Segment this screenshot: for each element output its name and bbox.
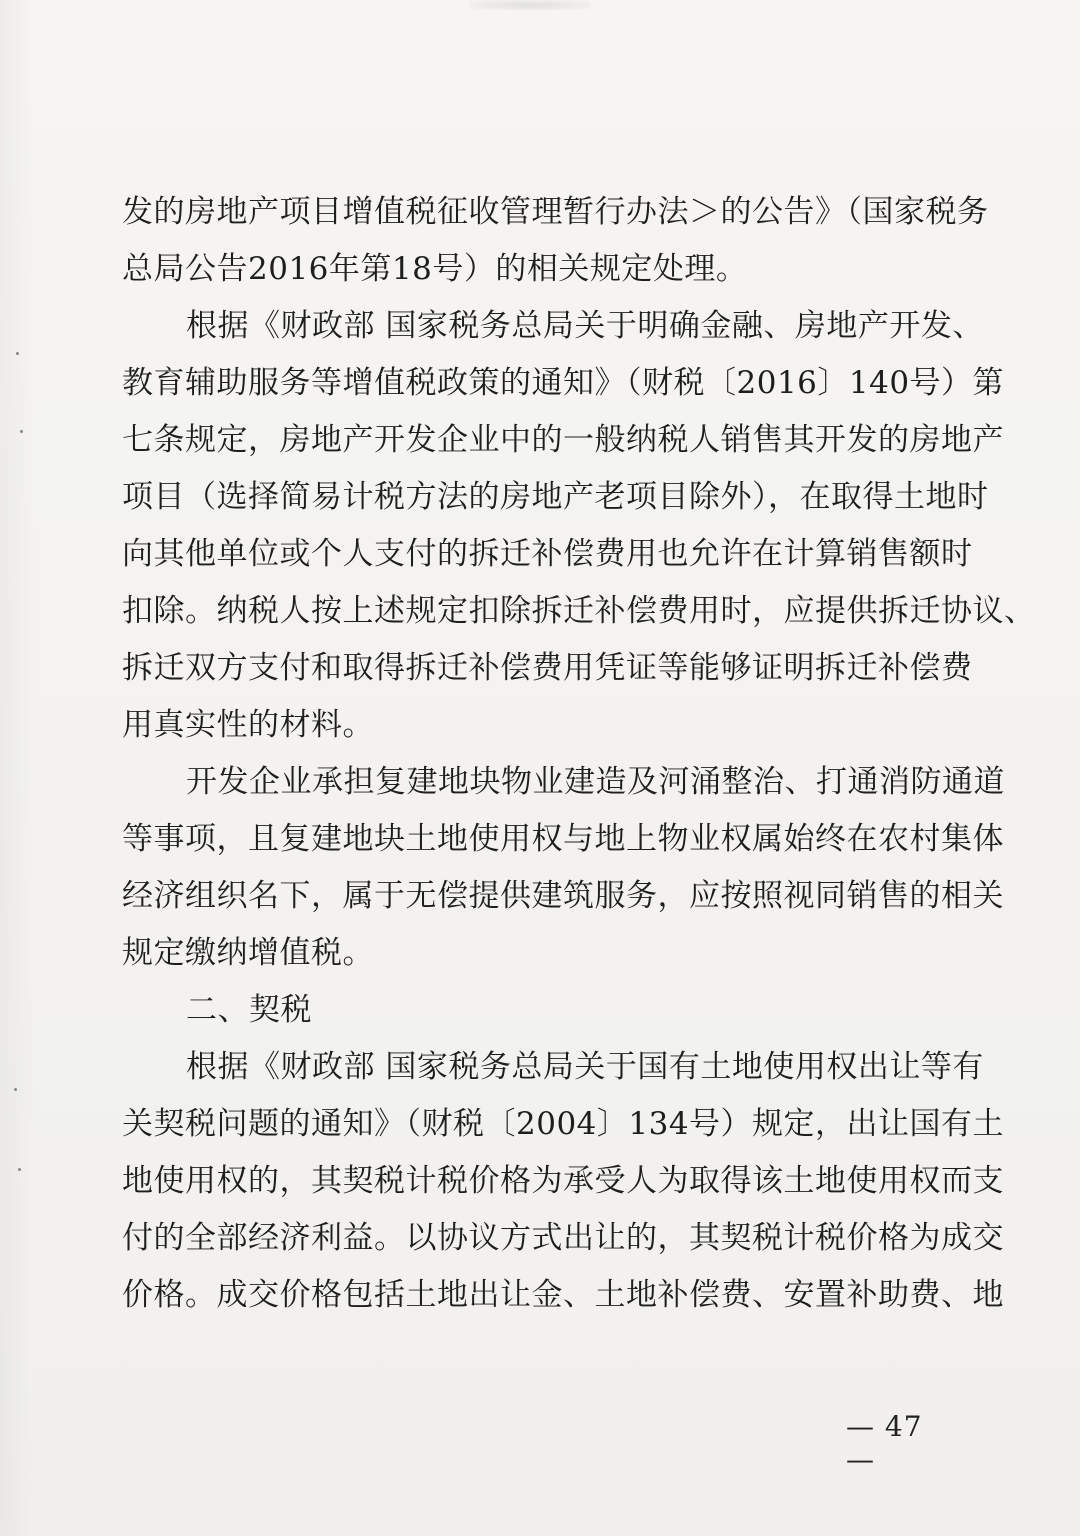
text-line: 规定缴纳增值税。	[122, 935, 374, 971]
paragraph-start-line: 根据《财政部 国家税务总局关于明确金融、房地产开发、	[186, 308, 984, 344]
scan-speck	[16, 352, 19, 355]
scan-speck	[20, 430, 23, 433]
section-heading: 二、契税	[186, 992, 312, 1028]
text-line: 扣除。纳税人按上述规定扣除拆迁补偿费用时，应提供拆迁协议、	[122, 593, 1036, 629]
text-line: 发的房地产项目增值税征收管理暂行办法＞的公告》（国家税务	[122, 194, 989, 230]
text-line: 七条规定，房地产开发企业中的一般纳税人销售其开发的房地产	[122, 422, 1004, 458]
text-line: 项目（选择简易计税方法的房地产老项目除外），在取得土地时	[122, 479, 989, 515]
page-number: — 47 —	[846, 1410, 923, 1476]
scan-smudge	[470, 0, 590, 10]
text-line: 用真实性的材料。	[122, 707, 374, 743]
text-line: 等事项，且复建地块土地使用权与地上物业权属始终在农村集体	[122, 821, 1004, 857]
text-line: 总局公告2016年第18号）的相关规定处理。	[122, 251, 748, 287]
scan-speck	[18, 1168, 21, 1171]
body-text	[122, 184, 1036, 1324]
text-line: 付的全部经济利益。以协议方式出让的，其契税计税价格为成交	[122, 1220, 1004, 1256]
text-line: 向其他单位或个人支付的拆迁补偿费用也允许在计算销售额时	[122, 536, 973, 572]
text-line: 价格。成交价格包括土地出让金、土地补偿费、安置补助费、地	[122, 1277, 1004, 1313]
text-line: 拆迁双方支付和取得拆迁补偿费用凭证等能够证明拆迁补偿费	[122, 650, 973, 686]
text-line: 教育辅助服务等增值税政策的通知》（财税〔2016〕140号）第	[122, 365, 1005, 401]
scan-speck	[14, 1088, 17, 1091]
paragraph-start-line: 根据《财政部 国家税务总局关于国有土地使用权出让等有	[186, 1049, 984, 1085]
text-line: 关契税问题的通知》（财税〔2004〕134号）规定，出让国有土	[122, 1106, 1005, 1142]
text-line: 经济组织名下，属于无偿提供建筑服务，应按照视同销售的相关	[122, 878, 1004, 914]
text-line: 地使用权的，其契税计税价格为承受人为取得该土地使用权而支	[122, 1163, 1004, 1199]
paragraph-start-line: 开发企业承担复建地块物业建造及河涌整治、打通消防通道	[186, 764, 1005, 800]
